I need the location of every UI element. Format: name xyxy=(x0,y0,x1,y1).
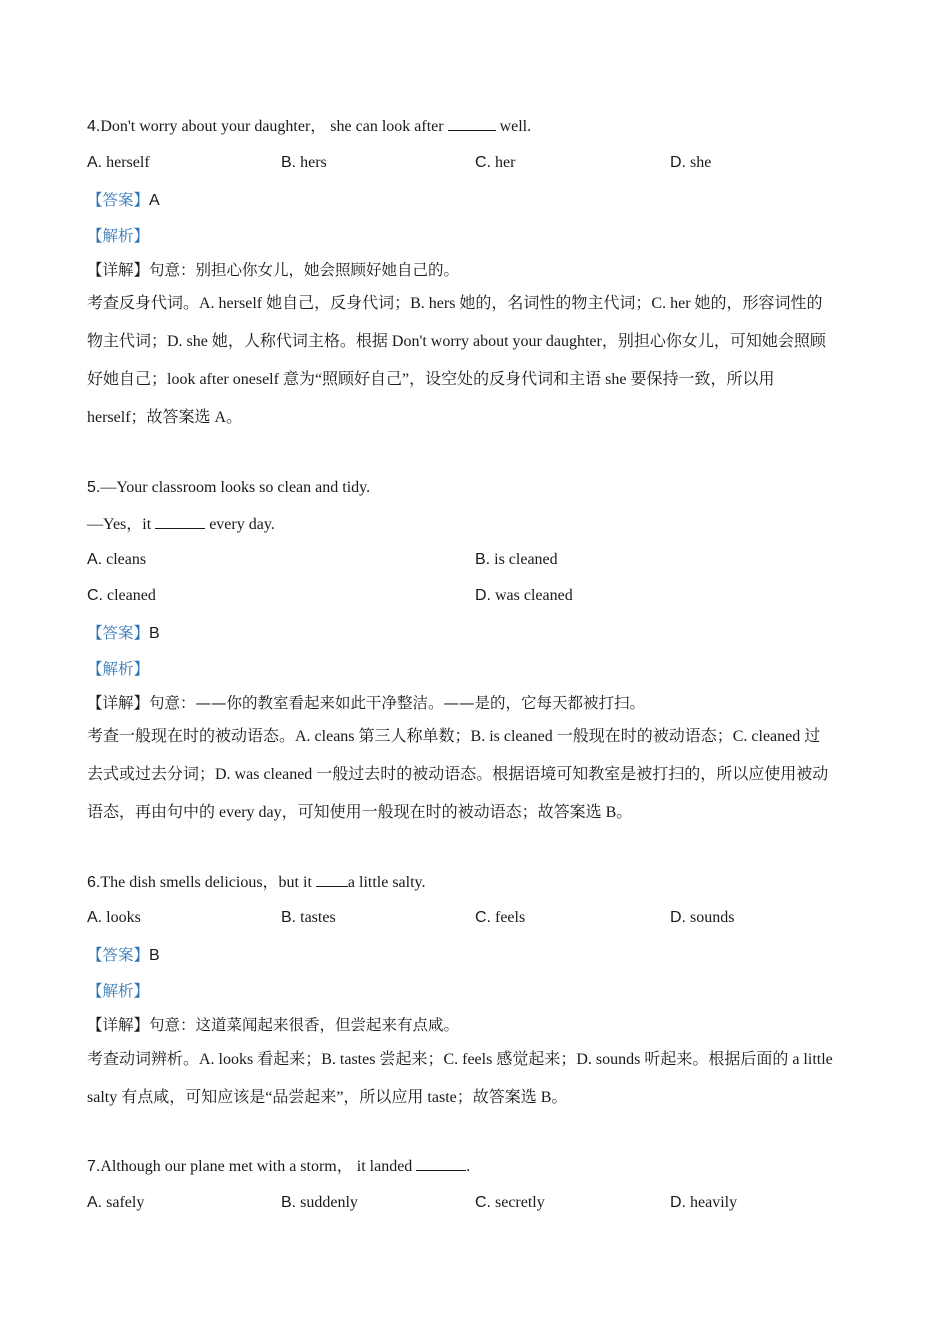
answer-line: 【答案】B xyxy=(87,946,160,964)
option-b: B. suddenly xyxy=(281,1194,358,1211)
question-5-stem-line-2 xyxy=(87,514,275,535)
explain-line: herself；故答案选 A。 xyxy=(87,409,243,426)
question-text: Don't worry about your daughter， she can look after xyxy=(100,118,448,135)
option-c: C. secretly xyxy=(475,1194,545,1211)
option-a: A. looks xyxy=(87,909,141,926)
option-a: A. herself xyxy=(87,154,150,171)
option-b: B. is cleaned xyxy=(475,551,558,568)
question-6-stem xyxy=(87,872,426,893)
detail-line: 【详解】句意：这道菜闻起来很香，但尝起来有点咸。 xyxy=(87,1016,460,1034)
explain-line: 考查一般现在时的被动语态。A. cleans 第三人称单数；B. is cleaned 一般现在时的被动语态；C. cleaned 过 xyxy=(87,728,821,745)
question-5-stem xyxy=(87,478,370,498)
answer-blank xyxy=(448,116,496,131)
explain-line: 考查动词辨析。A. looks 看起来；B. tastes 尝起来；C. feels 感觉起来；D. sounds 听起来。根据后面的 a little xyxy=(87,1051,833,1068)
option-d: D. she xyxy=(670,154,712,171)
option-d: D. sounds xyxy=(670,909,735,926)
question-text: The dish smells delicious，but it xyxy=(100,874,316,891)
analysis-tag: 【解析】 xyxy=(87,227,150,245)
question-4-stem xyxy=(87,116,531,137)
answer-line: 【答案】B xyxy=(87,624,160,642)
question-number: 4. xyxy=(87,118,101,135)
option-b: B. hers xyxy=(281,154,327,171)
explain-line: 去式或过去分词；D. was cleaned 一般过去时的被动语态。根据语境可知教室是被打扫的，所以应使用被动 xyxy=(87,766,829,783)
explain-line: salty 有点咸，可知应该是“品尝起来”，所以应用 taste；故答案选 B。 xyxy=(87,1089,568,1106)
question-text: Although our plane met with a storm， it landed xyxy=(100,1158,417,1175)
question-text: every day. xyxy=(205,516,275,533)
question-number: 5. xyxy=(87,479,101,496)
option-b: B. tastes xyxy=(281,909,336,926)
question-7-stem xyxy=(87,1156,470,1177)
answer-line: 【答案】A xyxy=(87,191,160,209)
question-text: a little salty. xyxy=(347,874,426,891)
option-a: A. cleans xyxy=(87,551,147,568)
option-c: C. cleaned xyxy=(87,587,156,604)
question-text: well. xyxy=(495,118,532,135)
option-a: A. safely xyxy=(87,1194,145,1211)
answer-blank xyxy=(155,514,205,529)
question-text: —Your classroom looks so clean and tidy. xyxy=(100,479,371,496)
option-c: C. her xyxy=(475,154,516,171)
question-text: —Yes，it xyxy=(87,516,156,533)
explain-line: 考查反身代词。A. herself 她自己，反身代词；B. hers 她的，名词性的物主代词；C. her 她的，形容词性的 xyxy=(87,295,823,312)
explain-line: 好她自己；look after oneself 意为“照顾好自己”，设空处的反身代词和主语 she 要保持一致，所以用 xyxy=(87,371,775,388)
detail-line: 【详解】句意：别担心你女儿，她会照顾好她自己的。 xyxy=(87,261,460,279)
question-text: . xyxy=(466,1158,471,1175)
detail-line: 【详解】句意：——你的教室看起来如此干净整洁。——是的，它每天都被打扫。 xyxy=(87,694,646,712)
explain-line: 物主代词；D. she 她，人称代词主格。根据 Don't worry about your daughter，别担心你女儿，可知她会照顾 xyxy=(87,333,826,350)
option-d: D. was cleaned xyxy=(475,587,573,604)
explain-line: 语态，再由句中的 every day，可知使用一般现在时的被动语态；故答案选 B。 xyxy=(87,804,633,821)
analysis-tag: 【解析】 xyxy=(87,982,150,1000)
option-d: D. heavily xyxy=(670,1194,738,1211)
question-number: 7. xyxy=(87,1158,101,1175)
answer-blank xyxy=(316,872,348,887)
question-number: 6. xyxy=(87,874,101,891)
option-c: C. feels xyxy=(475,909,526,926)
answer-blank xyxy=(416,1156,466,1171)
analysis-tag: 【解析】 xyxy=(87,660,150,678)
